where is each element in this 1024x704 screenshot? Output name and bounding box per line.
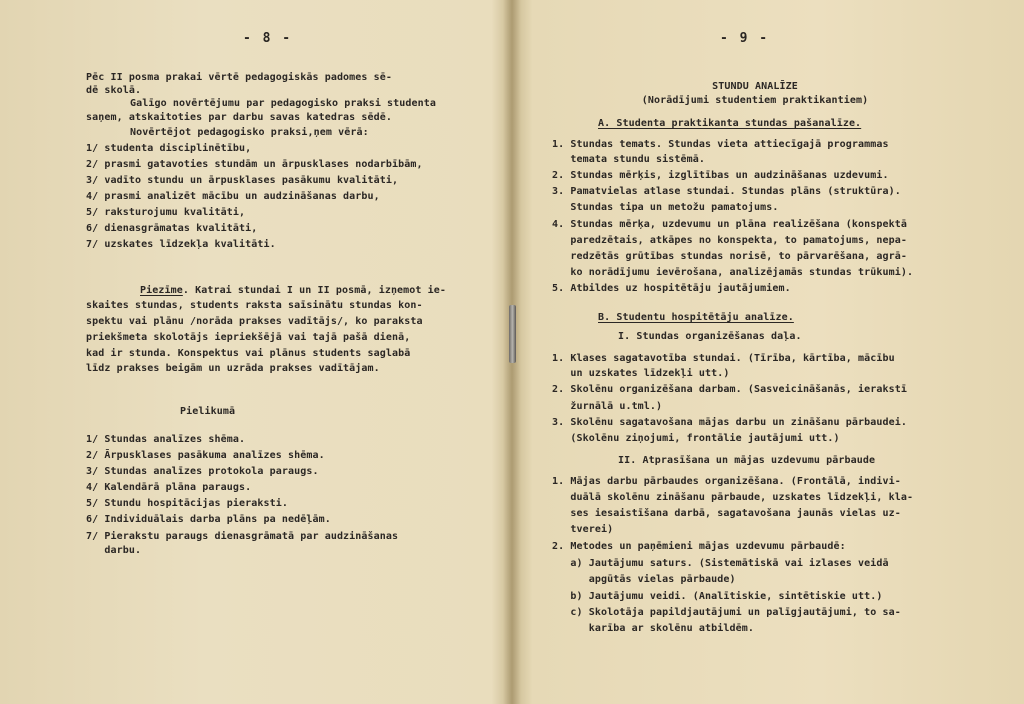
note-line: līdz prakses beigām un uzrāda prakses vadītājam.: [86, 363, 380, 374]
paragraph-line: saņem, atskaitoties par darbu savas katedras sēdē.: [86, 112, 393, 123]
left-page: [0, 0, 505, 704]
note-first-line: [140, 284, 446, 297]
analysis-title: STUNDU ANALĪZE: [712, 81, 798, 92]
criteria-intro: Novērtējot pedagogisko praksi,ņem vērā:: [130, 127, 369, 138]
criteria-item: 7/ uzskates līdzekļa kvalitāti.: [86, 239, 276, 250]
appendix-item: 3/ Stundas analīzes protokola paraugs.: [86, 466, 319, 477]
note-first-rest: . Katrai stundai I un II posmā, izņemot ie-: [182, 285, 447, 296]
appendix-item: 6/ Individuālais darba plāns pa nedēļām.: [86, 514, 331, 525]
section-b2-line: tverei): [552, 524, 614, 535]
section-a-line: 1. Stundas temats. Stundas vieta attiecīgajā programmas: [552, 139, 889, 150]
criteria-item: 3/ vadīto stundu un ārpusklases pasākumu kvalitāti,: [86, 175, 399, 186]
section-b2-line: a) Jautājumu saturs. (Sistemātiskā vai izlases veidā: [552, 558, 889, 569]
criteria-item: 4/ prasmi analizēt mācību un audzināšanas darbu,: [86, 191, 380, 202]
section-b1-line: žurnālā u.tml.): [552, 401, 663, 412]
section-b2-line: b) Jautājumu veidi. (Analītiskie, sintētiskie utt.): [552, 591, 883, 602]
section-b1-line: 1. Klases sagatavotība stundai. (Tīrība, kārtība, mācību: [552, 353, 895, 364]
note-line: kad ir stunda. Konspektus vai plānus students saglabā: [86, 348, 411, 359]
page-number-left: - 8 -: [243, 31, 293, 46]
appendix-item: 4/ Kalendārā plāna paraugs.: [86, 482, 252, 493]
note-line: priekšmeta skolotājs iepriekšējā vai tajā pašā dienā,: [86, 332, 411, 343]
criteria-item: 5/ raksturojumu kvalitāti,: [86, 207, 246, 218]
appendix-item: darbu.: [86, 545, 142, 556]
appendix-item: 5/ Stundu hospitācijas pieraksti.: [86, 498, 288, 509]
section-b2-line: 2. Metodes un paņēmieni mājas uzdevumu pārbaudē:: [552, 541, 846, 552]
criteria-item: 1/ studenta disciplinētību,: [86, 143, 252, 154]
section-a-line: 2. Stundas mērķis, izglītības un audzināšanas uzdevumi.: [552, 170, 889, 181]
right-page: [520, 0, 1024, 704]
subsection-2-heading: II. Atprasīšana un mājas uzdevumu pārbaude: [618, 455, 876, 466]
appendix-item: 1/ Stundas analīzes shēma.: [86, 434, 246, 445]
staple: [509, 305, 516, 363]
section-b2-line: duālā skolēnu zināšanu pārbaude, uzskates līdzekļi, kla-: [552, 492, 914, 503]
section-a-heading: A. Studenta praktikanta stundas pašanalīze.: [598, 118, 862, 129]
section-b2-line: c) Skolotāja papildjautājumi un palīgjautājumi, to sa-: [552, 607, 901, 618]
section-b2-line: karība ar skolēnu atbildēm.: [552, 623, 754, 634]
appendix-title: Pielikumā: [180, 406, 236, 417]
analysis-subtitle: (Norādījumi studentiem praktikantiem): [641, 95, 869, 106]
section-b-heading: B. Studentu hospitētāju analīze.: [598, 312, 794, 323]
subsection-1-heading: I. Stundas organizēšanas daļa.: [618, 331, 802, 342]
note-line: spektu vai plānu /norāda prakses vadītājs/, ko paraksta: [86, 316, 423, 327]
page-number-right: - 9 -: [720, 31, 770, 46]
criteria-item: 2/ prasmi gatavoties stundām un ārpusklases nodarbībām,: [86, 159, 423, 170]
paragraph-line: dē skolā.: [86, 85, 142, 96]
section-b1-line: 3. Skolēnu sagatavošana mājas darbu un zināšanu pārbaudei.: [552, 417, 907, 428]
section-b1-line: (Skolēnu ziņojumi, frontālie jautājumi utt.): [552, 433, 840, 444]
section-a-line: paredzētais, atkāpes no konspekta, to pamatojums, nepa-: [552, 235, 907, 246]
section-b2-line: apgūtās vielas pārbaude): [552, 574, 736, 585]
section-b1-line: 2. Skolēnu organizēšana darbam. (Sasveicināšanās, ierakstī: [552, 384, 907, 395]
paragraph-line: Galīgo novērtējumu par pedagogisko praksi studenta: [130, 98, 437, 109]
section-b1-line: un uzskates līdzekļi utt.): [552, 368, 730, 379]
paragraph-line: Pēc II posma prakai vērtē pedagogiskās padomes sē-: [86, 72, 393, 83]
note-line: skaites stundas, students raksta saīsinātu stundas kon-: [86, 300, 423, 311]
criteria-item: 6/ dienasgrāmatas kvalitāti,: [86, 223, 258, 234]
appendix-item: 2/ Ārpusklases pasākuma analīzes shēma.: [86, 450, 325, 461]
appendix-item: 7/ Pierakstu paraugs dienasgrāmatā par audzināšanas: [86, 531, 399, 542]
section-a-line: Stundas tipa un metožu pamatojums.: [552, 202, 779, 213]
section-a-line: ko norādījumu ievērošana, analizējamās stundas trūkumi).: [552, 267, 914, 278]
section-b2-line: 1. Mājas darbu pārbaudes organizēšana. (Frontālā, indivi-: [552, 476, 901, 487]
section-a-line: temata stundu sistēmā.: [552, 154, 706, 165]
section-b2-line: ses iesaistīšana darbā, sagatavošana jaunās vielas uz-: [552, 508, 901, 519]
note-label: Piezīme: [140, 285, 183, 296]
section-a-line: 3. Pamatvielas atlase stundai. Stundas plāns (struktūra).: [552, 186, 901, 197]
section-a-line: 5. Atbildes uz hospitētāju jautājumiem.: [552, 283, 791, 294]
section-a-line: 4. Stundas mērķa, uzdevumu un plāna realizēšana (konspektā: [552, 219, 907, 230]
section-a-line: redzētās grūtības stundas norisē, to pārvarēšana, agrā-: [552, 251, 907, 262]
